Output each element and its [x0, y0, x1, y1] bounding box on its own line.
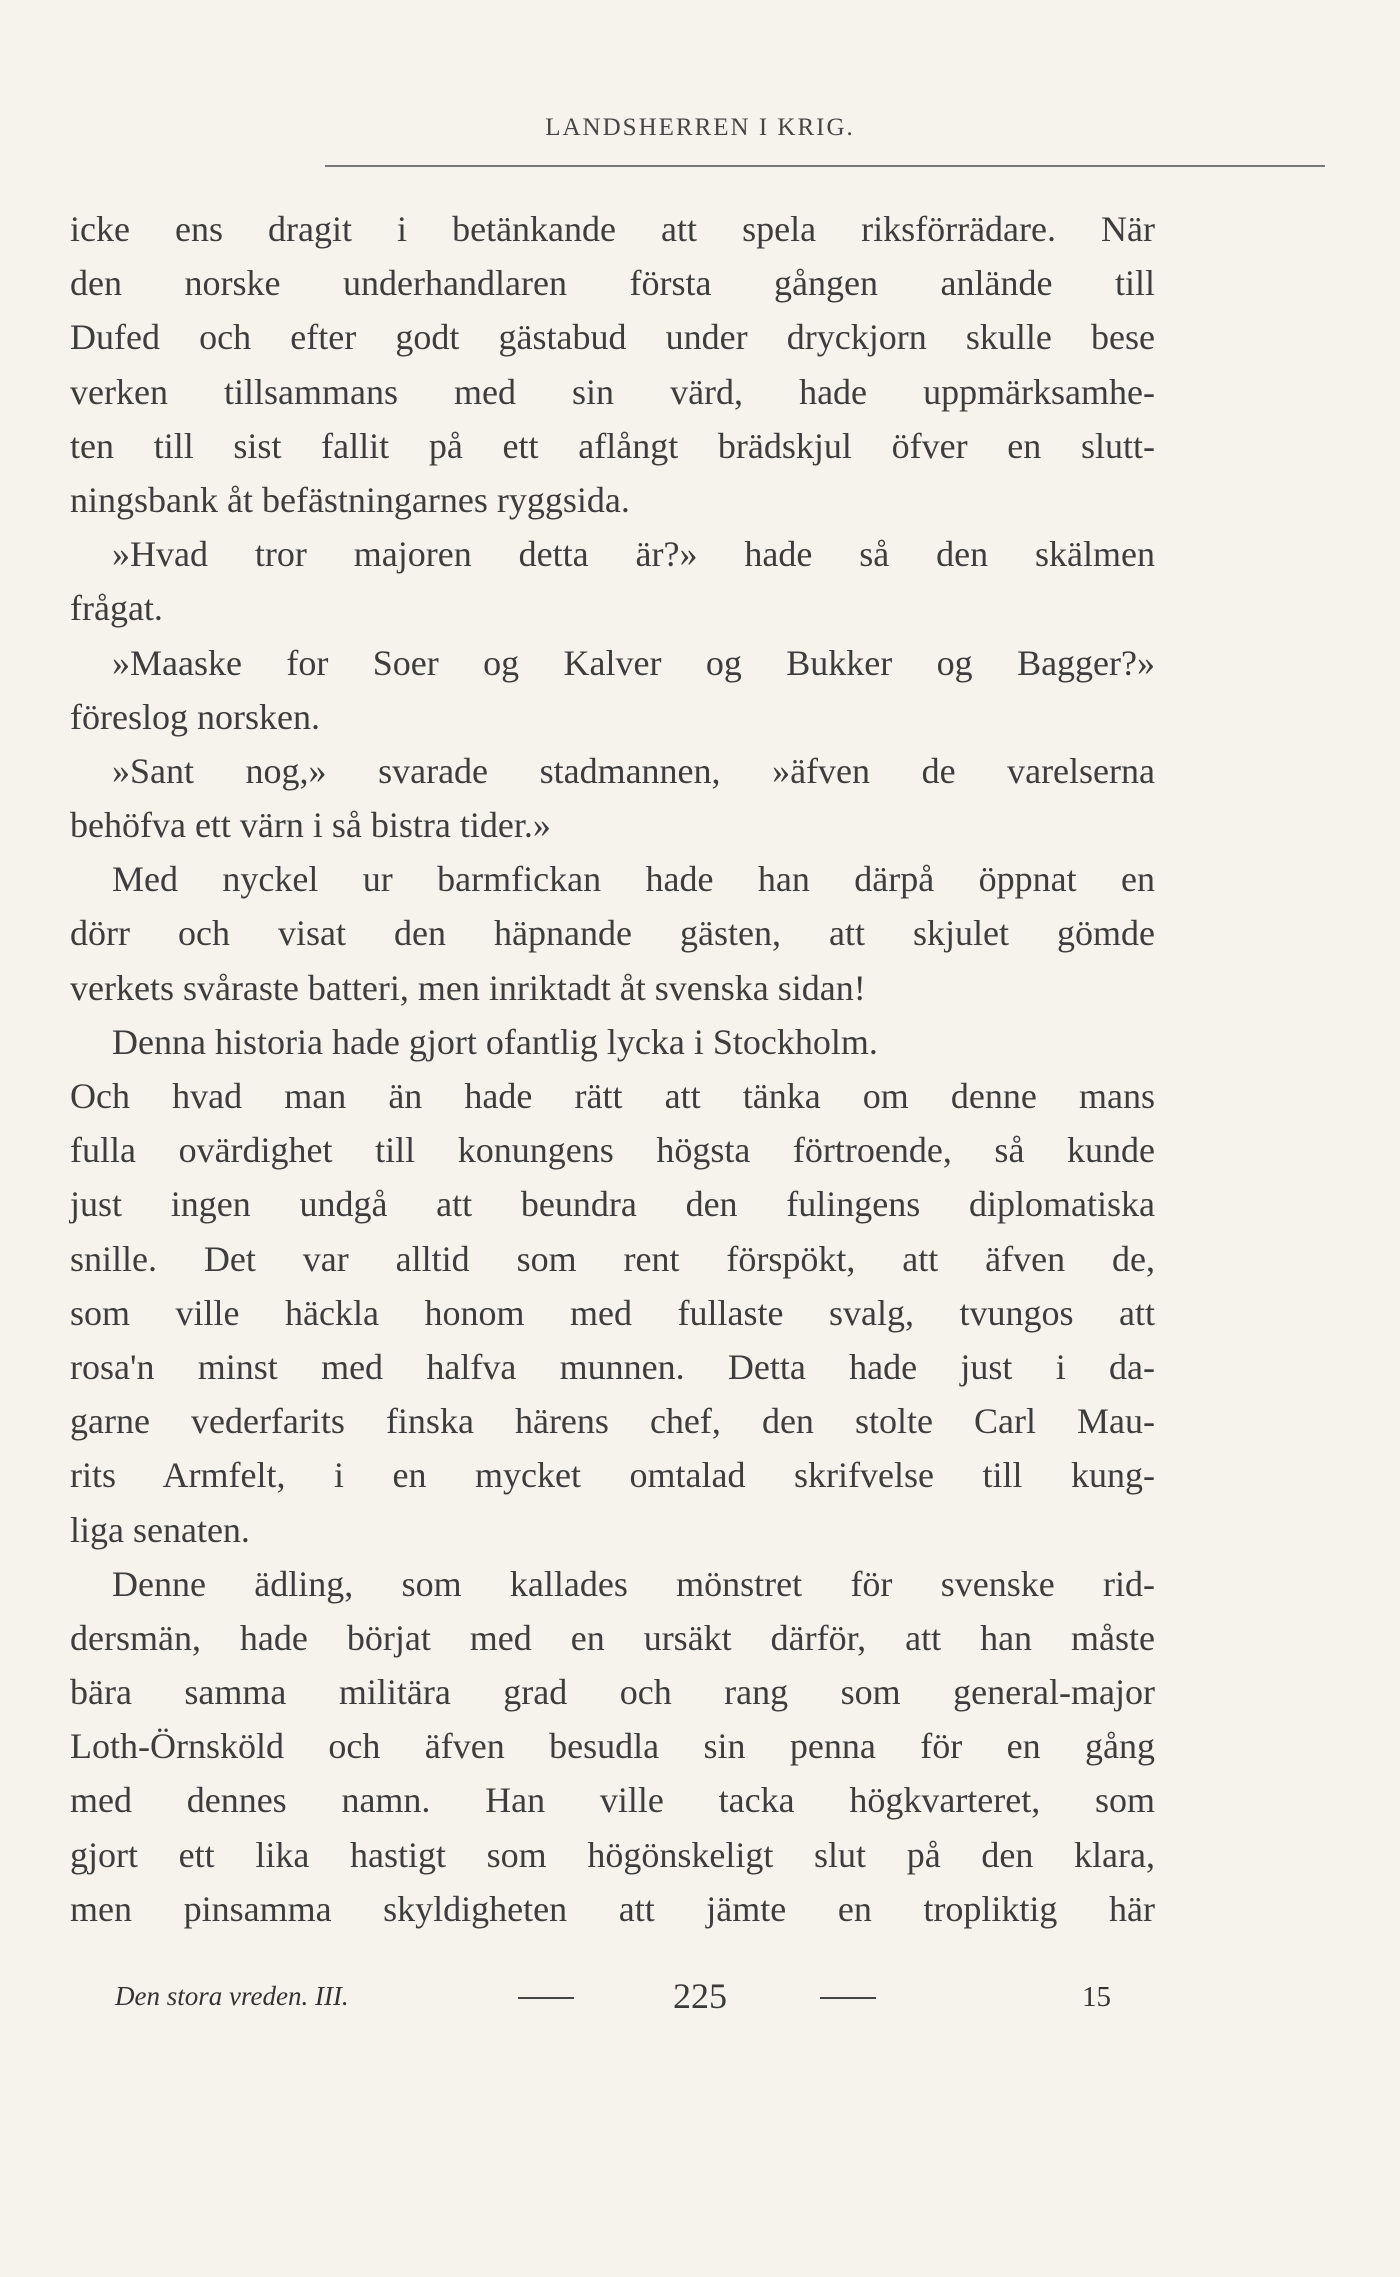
text-line: Denna historia hade gjort ofantlig lycka i Stockholm. — [112, 1021, 878, 1062]
text-line: rosa'n minst med halfva munnen. Detta hade just i da- — [70, 1346, 1155, 1387]
text-line: »Sant nog,» svarade stadmannen, »äfven de varelserna — [112, 750, 1155, 791]
sheet-signature: 15 — [1082, 1981, 1111, 2013]
text-line: frågat. — [70, 588, 163, 629]
text-line: Loth-Örnsköld och äfven besudla sin penna för en gång — [70, 1726, 1155, 1767]
text-line: verkets svåraste batteri, men inriktadt åt svenska sidan! — [70, 967, 866, 1008]
text-line: med dennes namn. Han ville tacka högkvarteret, som — [70, 1780, 1155, 1821]
text-line: Och hvad man än hade rätt att tänka om denne mans — [70, 1076, 1155, 1116]
page-number-dash-right — [820, 1997, 876, 1999]
page-footer — [0, 1975, 1400, 2025]
text-line: »Maaske for Soer og Kalver og Bukker og Bagger?» — [112, 642, 1155, 683]
page-number: 225 — [673, 1976, 727, 2016]
signature-mark: Den stora vreden. III. — [115, 1981, 349, 2011]
text-line: föreslog norsken. — [70, 696, 320, 737]
text-line: icke ens dragit i betänkande att spela riksförrädare. När — [70, 209, 1155, 249]
text-line: fulla ovärdighet till konungens högsta förtroende, så kunde — [70, 1130, 1155, 1171]
text-line: bära samma militära grad och rang som general-major — [70, 1672, 1155, 1713]
text-line: gjort ett lika hastigt som högönskeligt slut på den klara, — [70, 1834, 1155, 1875]
header-rule — [325, 165, 1325, 167]
text-line: Med nyckel ur barmfickan hade han därpå öppnat en — [112, 859, 1155, 900]
text-line: garne vederfarits finska härens chef, den stolte Carl Mau- — [70, 1401, 1155, 1442]
text-line: dersmän, hade börjat med en ursäkt därför, att han måste — [70, 1617, 1155, 1658]
text-line: Dufed och efter godt gästabud under dryckjorn skulle bese — [70, 317, 1155, 358]
running-title: LANDSHERREN I KRIG. — [545, 114, 855, 141]
text-line: behöfva ett värn i så bistra tider.» — [70, 805, 551, 846]
text-line: den norske underhandlaren första gången anlände till — [70, 263, 1155, 304]
text-line: just ingen undgå att beundra den fulingens diplomatiska — [70, 1184, 1155, 1225]
text-line: snille. Det var alltid som rent förspökt, att äfven de, — [70, 1238, 1155, 1279]
text-line: liga senaten. — [70, 1509, 250, 1550]
text-line: dörr och visat den häpnande gästen, att skjulet gömde — [70, 913, 1155, 954]
text-line: men pinsamma skyldigheten att jämte en tropliktig här — [70, 1888, 1155, 1929]
body-text — [70, 202, 1155, 1936]
text-line: rits Armfelt, i en mycket omtalad skrifvelse till kung- — [70, 1455, 1155, 1496]
text-line: verken tillsammans med sin värd, hade uppmärksamhe- — [70, 371, 1155, 412]
text-line: ningsbank åt befästningarnes ryggsida. — [70, 479, 630, 520]
text-line: som ville häckla honom med fullaste svalg, tvungos att — [70, 1292, 1155, 1333]
text-line: »Hvad tror majoren detta är?» hade så den skälmen — [112, 534, 1155, 575]
text-line: ten till sist fallit på ett aflångt brädskjul öfver en slutt- — [70, 425, 1155, 466]
text-line: Denne ädling, som kallades mönstret för svenske rid- — [112, 1563, 1155, 1604]
